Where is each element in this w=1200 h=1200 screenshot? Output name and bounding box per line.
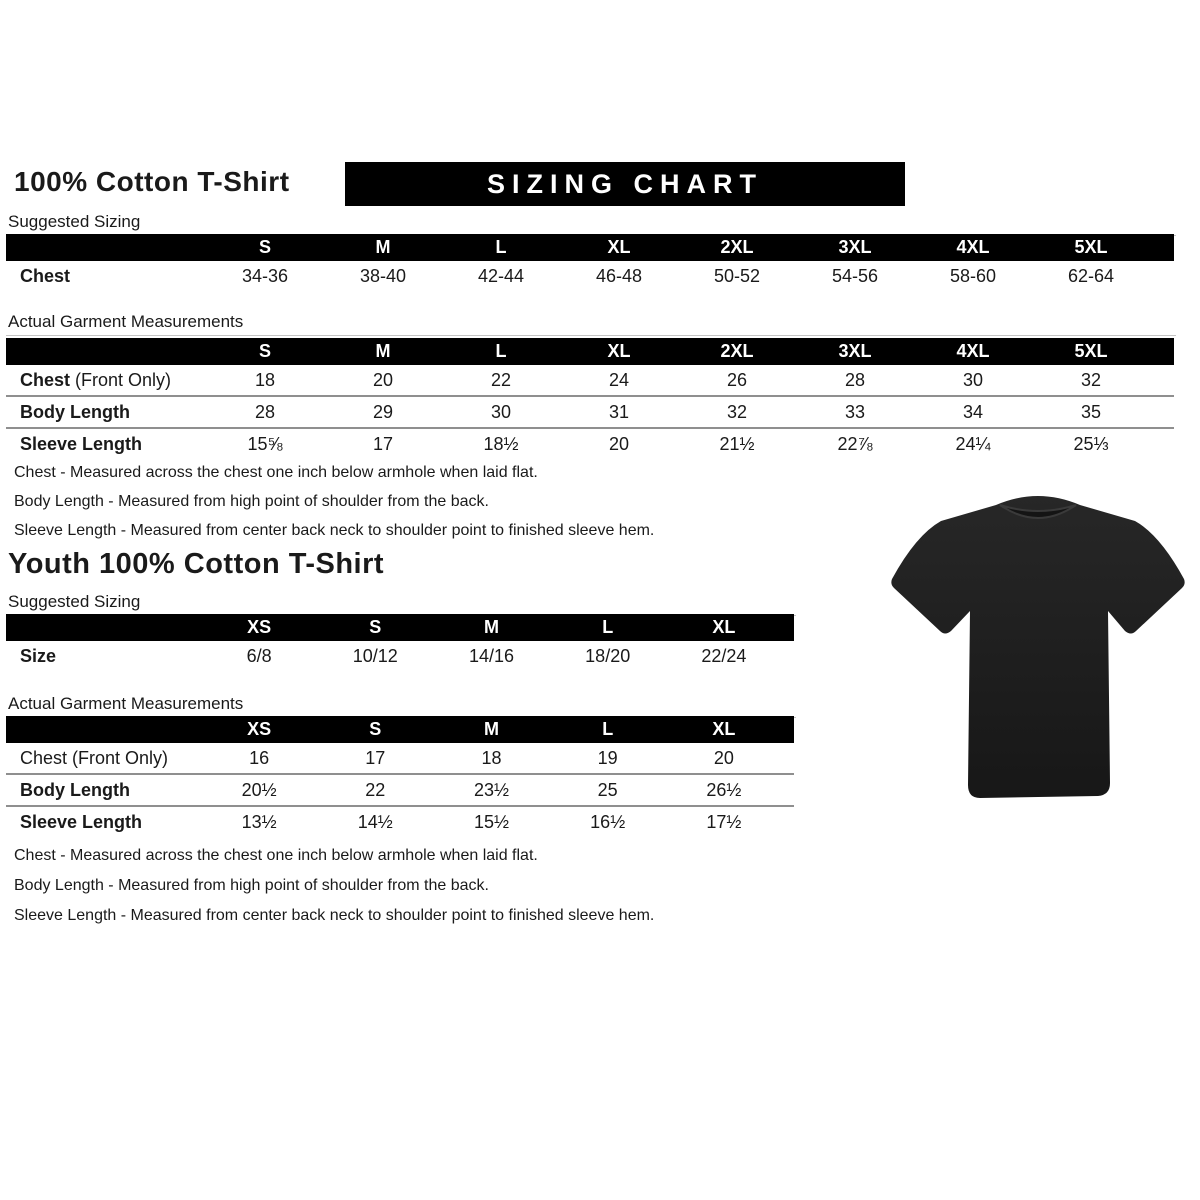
cell: 14/16 [468,645,515,666]
cell: 34 [962,401,984,422]
cell: 15⅝ [247,433,283,454]
row-label: Sleeve Length [20,433,143,454]
cell: 32 [1080,369,1102,390]
cell: 14½ [357,811,393,832]
row-label: Sleeve Length [20,811,143,832]
cell: 20½ [241,779,277,800]
cell: 18/20 [585,645,631,666]
youth-actual-measurements-table [6,716,794,837]
cell: 29 [372,401,394,422]
row-label: Chest (Front Only) [20,747,169,768]
cell: 22 [490,369,512,390]
cell: 22⅞ [837,433,873,454]
cell: 31 [608,401,630,422]
cell: 17 [365,747,386,768]
column-header-2xl: 2XL [720,341,754,361]
column-header-xl: XL [712,719,736,739]
column-header-s: S [369,719,382,739]
cell: 28 [254,401,276,422]
sizing-chart-banner: SIZING CHART [345,162,905,206]
column-header-xs: XS [247,719,272,739]
cell: 32 [726,401,748,422]
cell: 23½ [473,779,510,800]
row-label: Chest (Front Only) [20,369,172,390]
column-header-xl: XL [607,237,631,257]
column-header-m: M [375,341,391,361]
cell: 34-36 [241,265,289,286]
cell: 16½ [590,811,626,832]
cell: 50-52 [713,265,761,286]
cell: 22/24 [701,645,747,666]
adult-suggested-sizing-table [6,234,1174,291]
tshirt-image [888,483,1188,815]
cell: 42-44 [477,265,525,286]
cell: 20 [608,433,630,454]
cell: 24 [608,369,630,390]
column-header-xl: XL [712,617,736,637]
cell: 10/12 [352,645,398,666]
column-header-2xl: 2XL [720,237,754,257]
table-row [6,743,794,773]
youth-section-title: Youth 100% Cotton T-Shirt [8,548,385,580]
adult-actual-measurements-label: Actual Garment Measurements [6,312,1176,336]
column-header-3xl: 3XL [838,341,872,361]
table-row [6,427,1174,459]
cell: 22 [365,779,386,800]
row-label: Body Length [20,401,130,422]
column-header-m: M [483,617,499,637]
column-header-s: S [369,617,382,637]
column-header-4xl: 4XL [956,237,990,257]
table-row [6,395,1174,427]
row-label: Size [20,645,57,666]
column-header-5xl: 5XL [1074,341,1108,361]
cell: 18 [254,369,276,390]
adult-measurement-notes [14,458,654,545]
cell: 17 [372,433,394,454]
cell: 46-48 [595,265,643,286]
cell: 38-40 [359,265,407,286]
cell: 30 [490,401,512,422]
cell: 20 [372,369,394,390]
tshirt-body [891,496,1184,798]
cell: 18 [481,747,502,768]
cell: 30 [962,369,984,390]
cell: 62-64 [1067,265,1115,286]
table-header-row [6,614,794,641]
youth-suggested-sizing-table [6,614,794,671]
column-header-l: L [602,719,614,739]
adult-suggested-sizing-label: Suggested Sizing [6,212,1176,236]
cell: 20 [713,747,734,768]
column-header-l: L [495,237,507,257]
table-row [6,365,1174,395]
column-header-3xl: 3XL [838,237,872,257]
cell: 21½ [719,433,755,454]
column-header-l: L [602,617,614,637]
column-header-m: M [483,719,499,739]
table-row [6,261,1174,291]
note-body-length: Body Length - Measured from high point of shoulder from the back. [14,877,489,894]
cell: 25⅓ [1073,433,1109,454]
page-title: 100% Cotton T-Shirt [14,166,290,197]
column-header-xl: XL [607,341,631,361]
cell: 28 [844,369,866,390]
adult-actual-measurements-table [6,338,1174,459]
column-header-5xl: 5XL [1074,237,1108,257]
column-header-l: L [495,341,507,361]
column-header-m: M [375,237,391,257]
cell: 26 [726,369,748,390]
cell: 15½ [473,811,510,832]
note-chest: Chest - Measured across the chest one inch below armhole when laid flat. [14,847,538,864]
cell: 19 [597,747,618,768]
cell: 6/8 [246,645,272,666]
column-header-s: S [258,237,271,257]
cell: 26½ [706,779,742,800]
cell: 25 [597,779,618,800]
column-header-xs: XS [247,617,272,637]
row-label: Chest [20,265,71,286]
row-label: Body Length [20,779,130,800]
note-sleeve-length: Sleeve Length - Measured from center back neck to shoulder point to finished sleeve hem. [14,522,655,539]
cell: 17½ [706,811,742,832]
youth-actual-measurements-label: Actual Garment Measurements [6,694,796,718]
cell: 35 [1080,401,1102,422]
note-body-length: Body Length - Measured from high point of shoulder from the back. [14,493,489,510]
cell: 54-56 [831,265,879,286]
table-header-row [6,338,1174,365]
column-header-4xl: 4XL [956,341,990,361]
cell: 33 [844,401,866,422]
youth-suggested-sizing-label: Suggested Sizing [6,592,796,616]
column-header-s: S [258,341,271,361]
table-row [6,805,794,837]
youth-measurement-notes [14,841,654,931]
table-row [6,641,794,671]
table-header-row [6,234,1174,261]
table-row [6,773,794,805]
cell: 18½ [483,433,519,454]
cell: 13½ [241,811,277,832]
note-sleeve-length: Sleeve Length - Measured from center back neck to shoulder point to finished sleeve hem. [14,907,655,924]
note-chest: Chest - Measured across the chest one inch below armhole when laid flat. [14,464,538,481]
cell: 24¼ [955,433,991,454]
table-header-row [6,716,794,743]
cell: 16 [249,747,270,768]
cell: 58-60 [949,265,997,286]
